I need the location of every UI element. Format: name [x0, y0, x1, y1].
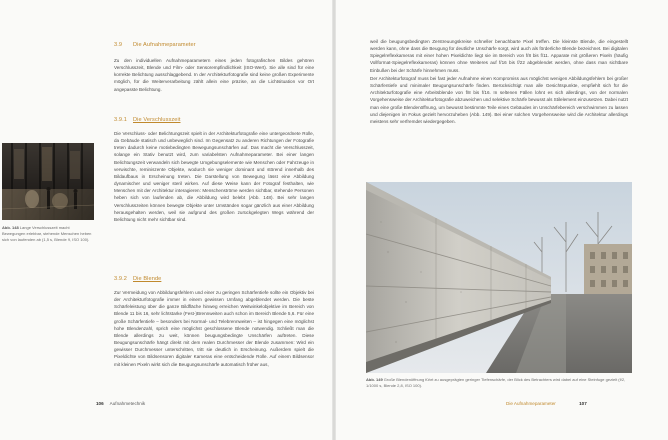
section-number: 3.9.2 [114, 276, 127, 282]
section-title: Die Verschlusszeit [133, 117, 181, 123]
right-page-footer [506, 401, 587, 406]
wall-photo-graphic [366, 182, 632, 373]
running-title: Die Aufnahmeparameter [506, 401, 556, 406]
caption-text: Große Blendenöffnung führt zu ausgeprägten geringer Tiefenschärfe, der Blick des Betrachters wird dabei auf eine Steinfuge gezielt (f/2, 1/1000 s, Blende 2,8, ISO 100). [366, 377, 626, 388]
caption-label: Abb. 148 [2, 225, 19, 230]
section-number: 3.9.1 [114, 117, 127, 123]
section-heading-3-9-1 [114, 117, 181, 123]
right-page [336, 0, 668, 440]
page-number: 107 [579, 401, 587, 406]
section-title: Die Aufnahmeparameter [133, 42, 196, 48]
paragraph-verschlusszeit [114, 130, 314, 273]
section-number: 3.9 [114, 42, 123, 48]
left-page [0, 0, 332, 440]
figure-caption-149 [366, 377, 632, 391]
photo-long-exposure-interior [2, 143, 94, 220]
paragraph-foerderliche-blende [370, 38, 628, 74]
paragraph-blende [114, 289, 314, 389]
intro-paragraph [114, 57, 314, 107]
interior-photo-graphic [2, 143, 94, 220]
caption-label: Abb. 149 [366, 377, 383, 382]
figure-caption-148 [2, 225, 94, 247]
photo-concrete-wall-shallow-focus [366, 182, 632, 373]
verschlusszeit-text: Die Verschluss- oder Belichtungszeit spielt in der Architekturfotografie eine untergeordnete Rolle, da Gebäude statisch und unbeweglich sind. Im Gegensatz zu anderen Richtungen der Fotografie treten dadurch keine motivbedingten Bewegungsunschärfen auf. Das macht die Verschlusszeit, solange ein Stativ benutzt wird, zum variabelsten Aufnahmeparameter. Bei einer langen Belichtungszeit verwandeln sich bewegte Umgebungselemente wie Menschen oder Fahrzeuge in verwischte, reminiszente Objekte, wodurch sie weniger dominant und störend innerhalb des Bildaufbaus in Erscheinung treten. Die Darstellung von Bewegung lässt eine Abbildung dynamischer und weniger steril wirken. Auf diese Weise kann der Fotograf festhalten, wie Menschen mit der Architektur interagieren: Menschenströme werden sichtbar, stehende Personen heben sich von laufenden ab, die Abbildung wird belebt (Abb. 148). Bei sehr langen Verschlusszeiten können bewegte Objekte unter Umständen sogar gänzlich aus einer Abbildung herausgehalten werden, weil sie aufgrund des großen zurückgelegten Wegs während der Belichtung nicht mehr sichtbar sind. [114, 131, 314, 222]
section-heading-3-9-2 [114, 276, 161, 282]
paragraph-kompromiss [370, 75, 628, 147]
left-page-footer [96, 401, 145, 406]
intro-text: Zu den individuellen Aufnahmeparametern eines jeden fotografischen Bildes gehören Verschlusszeit, Blende und Film- oder Sensorempfindlichkeit (ISO-Wert). Sie alle sind für eine korrekte Belichtung ausschlaggebend. In der Architekturfotografie sind keine großen Experimente möglich, für die Weiterverarbeitung zählt allein eine präzise, an die Lichtsituation vor Ort angepasste Belichtung. [114, 58, 314, 92]
caption-text: Lange Verschlusszeit macht Bewegungen erlebbar, stehende Menschen heben sich von laufenden ab (1,5 s, Blende 9, ISO 100). [2, 225, 92, 242]
section-title: Die Blende [133, 276, 162, 282]
page-number: 106 [96, 401, 104, 406]
running-title: Aufnahmetechnik [109, 401, 146, 406]
kompromiss-text: Der Architekturfotograf muss bei fast jeder Aufnahme einen Kompromiss aus möglichst wenigen Abbildungsfehlern bei großer Schärfentiefe und minimaler Beugungsunschärfe finden. Berücksichtigt man alle Gesichtspunkte, empfiehlt sich für die Architekturfotografie eine Arbeitsblende von f/8 bis f/16. In seltenen Fällen lohnt es sich allerdings, von der normalen Vorgehensweise der Architekturfotografie abzuweichen und selektive Schärfe bewusst als Stilelement einzusetzen. Dabei nutzt man eine große Blendenöffnung, um bewusst bestimmte Teile eines Gebäudes im Unschärfebereich verschwimmen zu lassen und diejenigen im Fokus gezielt hervorzuheben (Abb. 149). Bei einer solchen Vorgehensweise wird die Architektur allerdings meistens sehr verfremdet wiedergegeben. [370, 76, 628, 124]
foerderliche-blende-text: weil die beugungsbedingten Zerstreuungskreise schneller benachbarte Pixel treffen. Die kleinste Blende, die eingestellt werden kann, ohne dass die Beugung für deutliche Unschärfe sorgt, wird auch als förderliche Blende bezeichnet. Bei digitalen Spiegelreflexkameras mit einer hohen Pixeldichte liegt sie im Bereich von f/8 bis f/11. Apparate mit größeren Pixeln (häufig Vollformat-Spiegelreflexkameras) können ohne Weiteres auf f/16 bis f/22 abgeblendet werden, ohne dass man sichtbare Einbußen bei der Schärfe hinnehmen muss. [370, 39, 628, 73]
section-heading-3-9 [114, 42, 196, 48]
blende-text: Zur Vermeidung von Abbildungsfehlern und einer zu geringen Schärfentiefe sollte ein Objektiv bei der Architekturfotografie immer in einem gewissen Umfang abgeblendet werden. Die beste Schärfeleistung über die ganze Bildfläche hinweg erreichen Weitwinkelobjektive im Bereich von Blende 11 bis 16, sehr lichtstarke (Fest-)Brennweiten auch schon im Bereich Blende 5,6. Für eine große Schärfentiefe – besonders bei Normal- und Telebrennweiten – ist hingegen eine möglichst hohe Blendenzahl, sprich eine möglichst geschlossene Blende notwendig. Schließt man die Blende allerdings zu weit, können beugungsbedingte Unschärfen auftreten. Diese Beugungsunschärfe hängt direkt mit dem realen Durchmesser der Blende zusammen: Wird ein gewisser Durchmesser unterschritten, tritt sie deutlich in Erscheinung. Außerdem spielt die Pixeldichte von Bildsensoren digitaler Kameras eine entscheidende Rolle. Auf einem Bildsensor mit kleinen Pixeln wirkt sich die Beugungsunschärfe automatisch früher aus, [114, 290, 314, 367]
